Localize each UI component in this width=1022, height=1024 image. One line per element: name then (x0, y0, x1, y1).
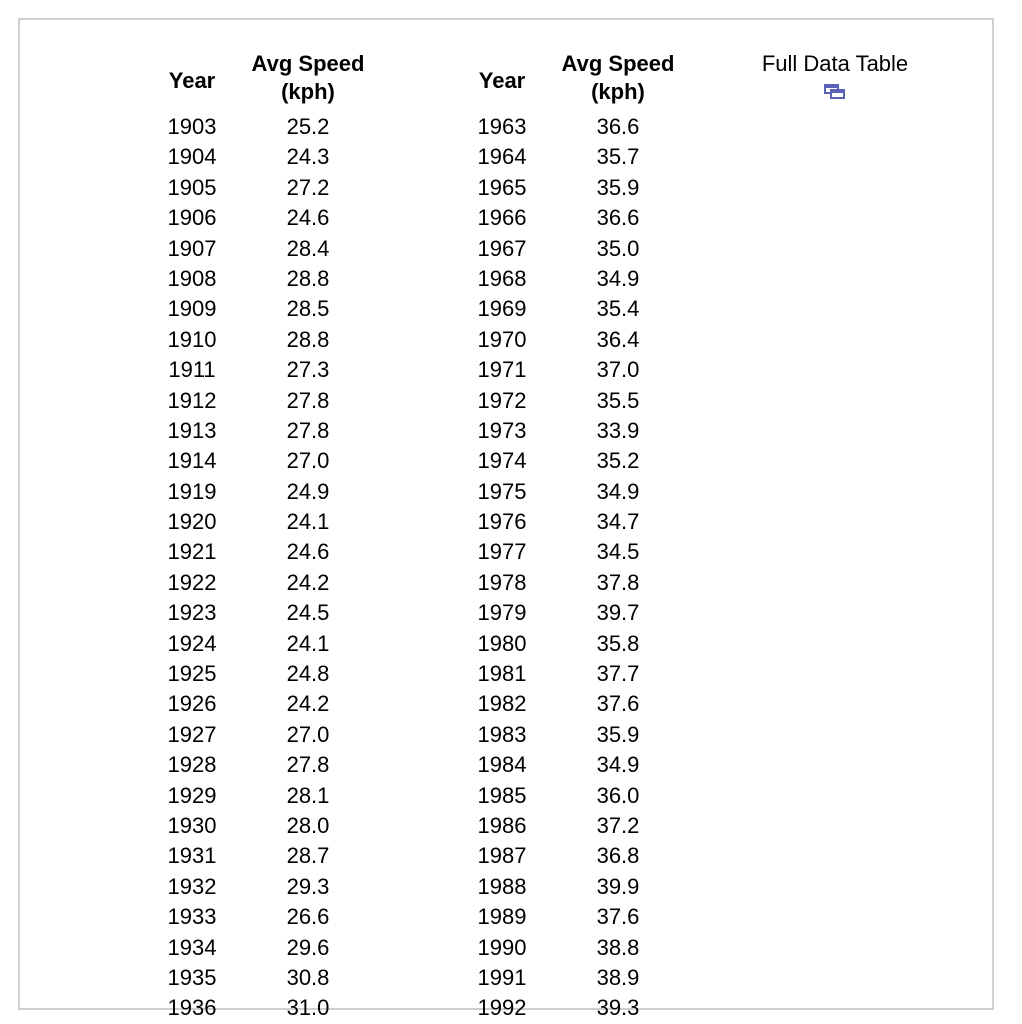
year-cell: 1925 (167, 661, 217, 687)
year-cell: 1933 (167, 904, 217, 930)
avg-speed-cell: 39.7 (596, 600, 640, 626)
table-row (150, 446, 382, 476)
table-row (150, 902, 382, 932)
table-row (150, 568, 382, 598)
avg-speed-cell: 34.5 (596, 539, 640, 565)
year-cell: 1982 (477, 691, 527, 717)
avg-speed-header-line2: (kph) (591, 79, 645, 104)
table-row (460, 781, 692, 811)
avg-speed-cell: 24.6 (286, 539, 330, 565)
table-row (150, 537, 382, 567)
year-cell: 1914 (167, 448, 217, 474)
avg-speed-cell: 35.7 (596, 144, 640, 170)
year-cell: 1981 (477, 661, 527, 687)
table-row (460, 537, 692, 567)
year-cell: 1924 (167, 630, 217, 656)
avg-speed-cell: 24.1 (286, 630, 330, 656)
avg-speed-cell: 24.6 (286, 205, 330, 231)
table-row (150, 781, 382, 811)
table-row (150, 264, 382, 294)
table-row (150, 203, 382, 233)
avg-speed-cell: 39.3 (596, 995, 640, 1021)
year-cell: 1983 (477, 721, 527, 747)
year-cell: 1922 (167, 569, 217, 595)
avg-speed-cell: 30.8 (286, 964, 330, 990)
year-cell: 1935 (167, 964, 217, 990)
year-cell: 1923 (167, 600, 217, 626)
table-row (150, 507, 382, 537)
speed-table-right (460, 50, 692, 1024)
avg-speed-cell: 35.8 (596, 630, 640, 656)
avg-speed-cell: 35.0 (596, 235, 640, 261)
avg-speed-cell: 28.8 (286, 326, 330, 352)
year-cell: 1912 (167, 387, 217, 413)
table-row (150, 416, 382, 446)
avg-speed-cell: 24.1 (286, 509, 330, 535)
year-cell: 1991 (477, 964, 527, 990)
year-cell: 1964 (477, 144, 527, 170)
year-cell: 1911 (168, 357, 216, 383)
table-row (460, 598, 692, 628)
avg-speed-cell: 31.0 (286, 995, 330, 1021)
year-cell: 1932 (167, 873, 217, 899)
year-cell: 1988 (477, 873, 527, 899)
avg-speed-cell: 34.7 (596, 509, 640, 535)
year-cell: 1930 (167, 812, 217, 838)
content-frame (18, 18, 994, 1021)
avg-speed-cell: 39.9 (596, 873, 640, 899)
year-cell: 1966 (477, 205, 527, 231)
year-cell: 1931 (167, 843, 217, 869)
table-body (460, 112, 692, 1024)
table-row (460, 811, 692, 841)
table-row (150, 629, 382, 659)
table-row (460, 659, 692, 689)
table-row (150, 325, 382, 355)
table-row (460, 446, 692, 476)
year-cell: 1920 (167, 509, 217, 535)
avg-speed-cell: 34.9 (596, 478, 640, 504)
year-cell: 1984 (477, 752, 527, 778)
avg-speed-cell: 36.6 (596, 205, 640, 231)
table-row (150, 689, 382, 719)
avg-speed-header-line1: Avg Speed (251, 51, 365, 76)
avg-speed-cell: 37.0 (596, 357, 640, 383)
table-row (460, 933, 692, 963)
year-cell: 1921 (167, 539, 217, 565)
table-row (150, 841, 382, 871)
avg-speed-cell: 27.8 (286, 752, 330, 778)
table-row (460, 112, 692, 142)
table-row (150, 659, 382, 689)
year-cell: 1926 (167, 691, 217, 717)
avg-speed-cell: 34.9 (596, 752, 640, 778)
avg-speed-cell: 36.0 (596, 782, 640, 808)
year-cell: 1977 (477, 539, 527, 565)
avg-speed-cell: 28.7 (286, 843, 330, 869)
avg-speed-cell: 27.8 (286, 417, 330, 443)
year-cell: 1913 (167, 417, 217, 443)
avg-speed-cell: 28.8 (286, 265, 330, 291)
year-cell: 1934 (167, 934, 217, 960)
table-row (150, 872, 382, 902)
avg-speed-cell: 27.0 (286, 448, 330, 474)
year-cell: 1972 (477, 387, 527, 413)
table-row (150, 477, 382, 507)
table-row (460, 629, 692, 659)
table-row (460, 507, 692, 537)
avg-speed-cell: 35.4 (596, 296, 640, 322)
table-header (150, 50, 382, 112)
avg-speed-cell: 26.6 (286, 904, 330, 930)
full-data-table-label: Full Data Table (761, 51, 909, 76)
avg-speed-cell: 37.2 (596, 812, 640, 838)
year-cell: 1990 (477, 934, 527, 960)
year-cell: 1906 (167, 205, 217, 231)
avg-speed-header-line1: Avg Speed (561, 51, 675, 76)
year-cell: 1904 (167, 144, 217, 170)
table-row (460, 173, 692, 203)
avg-speed-cell: 28.4 (286, 235, 330, 261)
avg-speed-cell: 25.2 (286, 114, 330, 139)
avg-speed-cell: 36.6 (596, 114, 640, 139)
table-row (460, 902, 692, 932)
year-cell: 1928 (167, 752, 217, 778)
avg-speed-cell: 36.8 (596, 843, 640, 869)
year-cell: 1970 (477, 326, 527, 352)
avg-speed-cell: 33.9 (596, 417, 640, 443)
table-row (460, 689, 692, 719)
year-cell: 1976 (477, 509, 527, 535)
avg-speed-cell: 37.6 (596, 691, 640, 717)
year-cell: 1986 (477, 812, 527, 838)
year-cell: 1908 (167, 265, 217, 291)
avg-speed-cell: 24.9 (286, 478, 330, 504)
year-cell: 1963 (477, 114, 527, 139)
year-cell: 1979 (477, 600, 527, 626)
table-row (150, 355, 382, 385)
table-row (150, 811, 382, 841)
table-row (460, 477, 692, 507)
table-row (150, 112, 382, 142)
year-cell: 1969 (477, 296, 527, 322)
avg-speed-cell: 38.8 (596, 934, 640, 960)
year-cell: 1989 (477, 904, 527, 930)
table-row (150, 933, 382, 963)
year-cell: 1936 (167, 995, 217, 1021)
year-cell: 1903 (167, 114, 217, 139)
avg-speed-cell: 27.3 (286, 357, 330, 383)
avg-speed-cell: 28.1 (286, 782, 330, 808)
avg-speed-cell: 35.9 (596, 721, 640, 747)
table-row (150, 963, 382, 993)
table-row (150, 142, 382, 172)
avg-speed-header-line2: (kph) (281, 79, 335, 104)
avg-speed-cell: 27.2 (286, 174, 330, 200)
year-cell: 1965 (477, 174, 527, 200)
table-row (460, 872, 692, 902)
table-row (460, 416, 692, 446)
year-cell: 1978 (477, 569, 527, 595)
year-cell: 1905 (167, 174, 217, 200)
year-cell: 1973 (477, 417, 527, 443)
avg-speed-cell: 38.9 (596, 964, 640, 990)
table-row (460, 234, 692, 264)
table-row (460, 386, 692, 416)
table-row (460, 142, 692, 172)
avg-speed-cell: 29.3 (286, 873, 330, 899)
year-cell: 1992 (477, 995, 527, 1021)
table-row (150, 750, 382, 780)
table-row (460, 841, 692, 871)
speed-table-left (150, 50, 382, 1024)
table-row (460, 264, 692, 294)
table-row (460, 720, 692, 750)
avg-speed-cell: 24.2 (286, 569, 330, 595)
avg-speed-cell: 35.5 (596, 387, 640, 413)
year-cell: 1967 (477, 235, 527, 261)
popup-window-icon[interactable] (824, 84, 846, 100)
table-row (150, 386, 382, 416)
avg-speed-cell: 37.7 (596, 661, 640, 687)
table-row (460, 568, 692, 598)
year-cell: 1987 (477, 843, 527, 869)
year-cell: 1909 (167, 296, 217, 322)
avg-speed-cell: 27.8 (286, 387, 330, 413)
year-cell: 1985 (477, 782, 527, 808)
year-cell: 1974 (477, 448, 527, 474)
avg-speed-cell: 34.9 (596, 265, 640, 291)
table-row (460, 294, 692, 324)
avg-speed-cell: 24.3 (286, 144, 330, 170)
table-row (460, 355, 692, 385)
avg-speed-cell: 24.2 (286, 691, 330, 717)
year-cell: 1975 (477, 478, 527, 504)
table-row (150, 173, 382, 203)
avg-speed-cell: 24.8 (286, 661, 330, 687)
year-column-header: Year (478, 68, 526, 93)
avg-speed-cell: 37.6 (596, 904, 640, 930)
year-cell: 1929 (167, 782, 217, 808)
avg-speed-column-header (544, 50, 692, 112)
full-data-table-link[interactable] (740, 50, 930, 100)
avg-speed-cell: 28.0 (286, 812, 330, 838)
year-cell: 1910 (167, 326, 217, 352)
year-column-header: Year (168, 68, 216, 93)
avg-speed-cell: 37.8 (596, 569, 640, 595)
year-cell: 1968 (477, 265, 527, 291)
avg-speed-cell: 36.4 (596, 326, 640, 352)
avg-speed-cell: 24.5 (286, 600, 330, 626)
table-body (150, 112, 382, 1024)
year-cell: 1980 (477, 630, 527, 656)
avg-speed-cell: 35.9 (596, 174, 640, 200)
avg-speed-cell: 27.0 (286, 721, 330, 747)
table-header (460, 50, 692, 112)
table-row (460, 325, 692, 355)
table-row (150, 993, 382, 1023)
table-row (460, 750, 692, 780)
avg-speed-cell: 35.2 (596, 448, 640, 474)
table-row (150, 294, 382, 324)
avg-speed-cell: 28.5 (286, 296, 330, 322)
year-cell: 1919 (167, 478, 217, 504)
table-row (150, 598, 382, 628)
avg-speed-column-header (234, 50, 382, 112)
table-row (460, 203, 692, 233)
table-row (460, 993, 692, 1023)
year-cell: 1927 (167, 721, 217, 747)
year-cell: 1907 (167, 235, 217, 261)
avg-speed-cell: 29.6 (286, 934, 330, 960)
table-row (460, 963, 692, 993)
table-row (150, 234, 382, 264)
table-row (150, 720, 382, 750)
year-cell: 1971 (477, 357, 527, 383)
